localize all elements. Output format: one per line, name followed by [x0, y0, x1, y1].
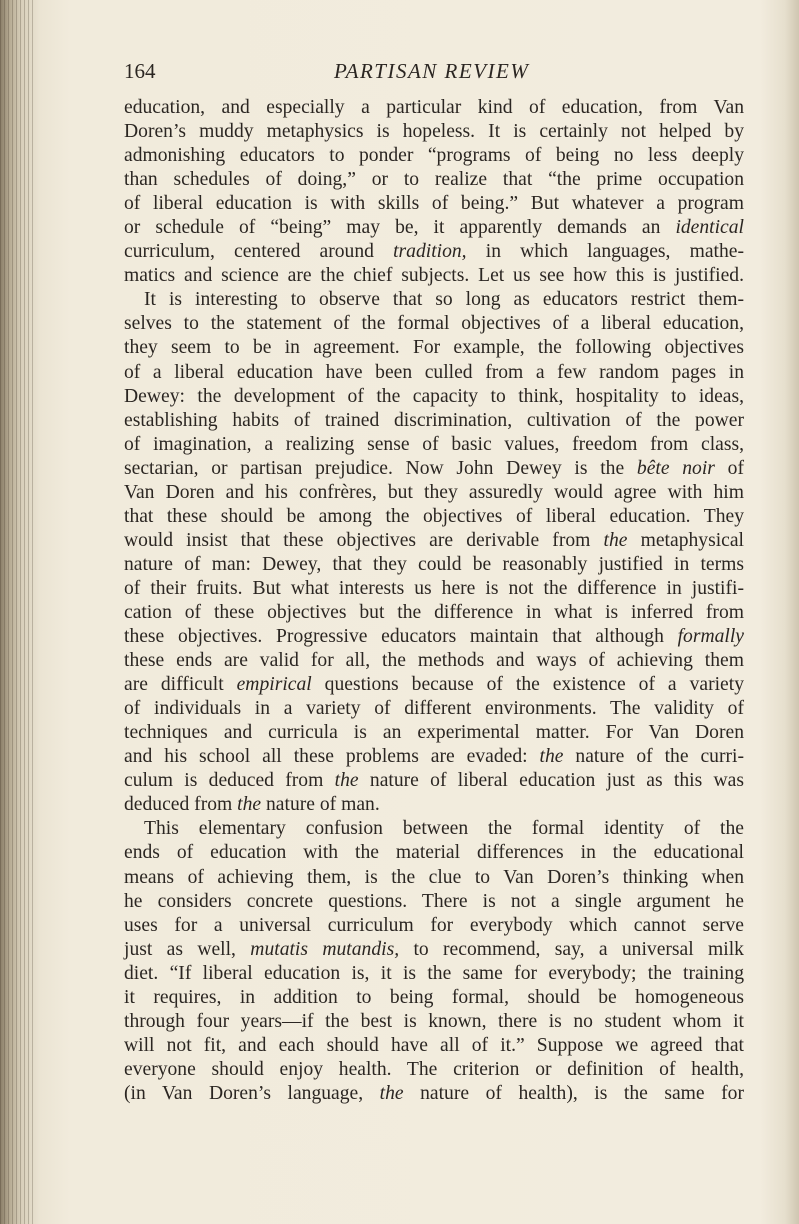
text-line: diet. “If liberal education is, it is the same for everybody; the training [124, 962, 744, 984]
text-line: It is interesting to observe that so long as educators restrict them- [144, 289, 744, 311]
page-number: 164 [124, 59, 156, 83]
text-line: ends of education with the material differences in the educational [124, 842, 744, 864]
text-line: admonishing educators to ponder “programs of being no less deeply [124, 145, 744, 167]
text-line: selves to the statement of the formal objectives of a liberal education, [124, 313, 744, 335]
text-line: will not fit, and each should have all of it.” Suppose we agreed that [124, 1034, 744, 1056]
paragraph-1 [124, 96, 744, 288]
text-line: they seem to be in agreement. For example, the following objectives [124, 337, 744, 359]
text-line: through four years—if the best is known, there is no student whom it [124, 1010, 744, 1032]
text-line: culum is deduced from the nature of liberal education just as this was [124, 770, 744, 792]
text-line: or schedule of “being” may be, it apparently demands an identical [124, 217, 744, 239]
text-line: and his school all these problems are evaded: the nature of the curri- [124, 746, 744, 768]
text-line: everyone should enjoy health. The criterion or definition of health, [124, 1058, 744, 1080]
text-line: would insist that these objectives are derivable from the metaphysical [124, 529, 744, 551]
text-line: uses for a universal curriculum for everybody which cannot serve [124, 914, 744, 936]
text-line: Doren’s muddy metaphysics is hopeless. It is certainly not helped by [124, 121, 744, 143]
text-line: are difficult empirical questions because of the existence of a variety [124, 674, 744, 696]
text-line: nature of man: Dewey, that they could be reasonably justified in terms [124, 553, 744, 575]
text-line: deduced from the nature of man. [124, 794, 380, 816]
text-line: establishing habits of trained discrimination, cultivation of the power [124, 409, 744, 431]
text-line: (in Van Doren’s language, the nature of health), is the same for [124, 1082, 744, 1104]
text-line: of liberal education is with skills of being.” But whatever a program [124, 193, 744, 215]
paragraph-3 [124, 817, 744, 1106]
text-line: education, and especially a particular kind of education, from Van [124, 97, 744, 118]
text-line: these ends are valid for all, the methods and ways of achieving them [124, 650, 744, 672]
text-line: Van Doren and his confrères, but they assuredly would agree with him [124, 481, 744, 503]
text-line: Dewey: the development of the capacity to think, hospitality to ideas, [124, 385, 744, 407]
text-line: sectarian, or partisan prejudice. Now John Dewey is the bête noir of [124, 457, 744, 479]
text-line: just as well, mutatis mutandis, to recommend, say, a universal milk [124, 938, 744, 960]
text-line: of a liberal education have been culled from a few random pages in [124, 361, 744, 383]
text-line: matics and science are the chief subjects. Let us see how this is justified. [124, 265, 744, 287]
text-line: curriculum, centered around tradition, in which languages, mathe- [124, 241, 744, 263]
paragraph-2 [124, 288, 744, 817]
body-text [124, 96, 744, 1106]
text-line: these objectives. Progressive educators maintain that although formally [124, 626, 744, 648]
text-line: techniques and curricula is an experimental matter. For Van Doren [124, 722, 744, 744]
text-line: This elementary confusion between the formal identity of the [144, 818, 744, 840]
text-line: of individuals in a variety of different environments. The validity of [124, 698, 744, 720]
book-spine [0, 0, 36, 1224]
text-line: of their fruits. But what interests us here is not the difference in justifi- [124, 577, 744, 599]
text-line: than schedules of doing,” or to realize that “the prime occupation [124, 169, 744, 191]
text-line: it requires, in addition to being formal, should be homogeneous [124, 986, 744, 1008]
journal-title: PARTISAN REVIEW [334, 59, 530, 83]
running-head [124, 56, 744, 86]
text-line: cation of these objectives but the difference in what is inferred from [124, 601, 744, 623]
text-line: that these should be among the objectives of liberal education. They [124, 505, 744, 527]
text-line: he considers concrete questions. There is not a single argument he [124, 890, 744, 912]
text-line: of imagination, a realizing sense of basic values, freedom from class, [124, 433, 744, 455]
text-line: means of achieving them, is the clue to Van Doren’s thinking when [124, 866, 744, 888]
